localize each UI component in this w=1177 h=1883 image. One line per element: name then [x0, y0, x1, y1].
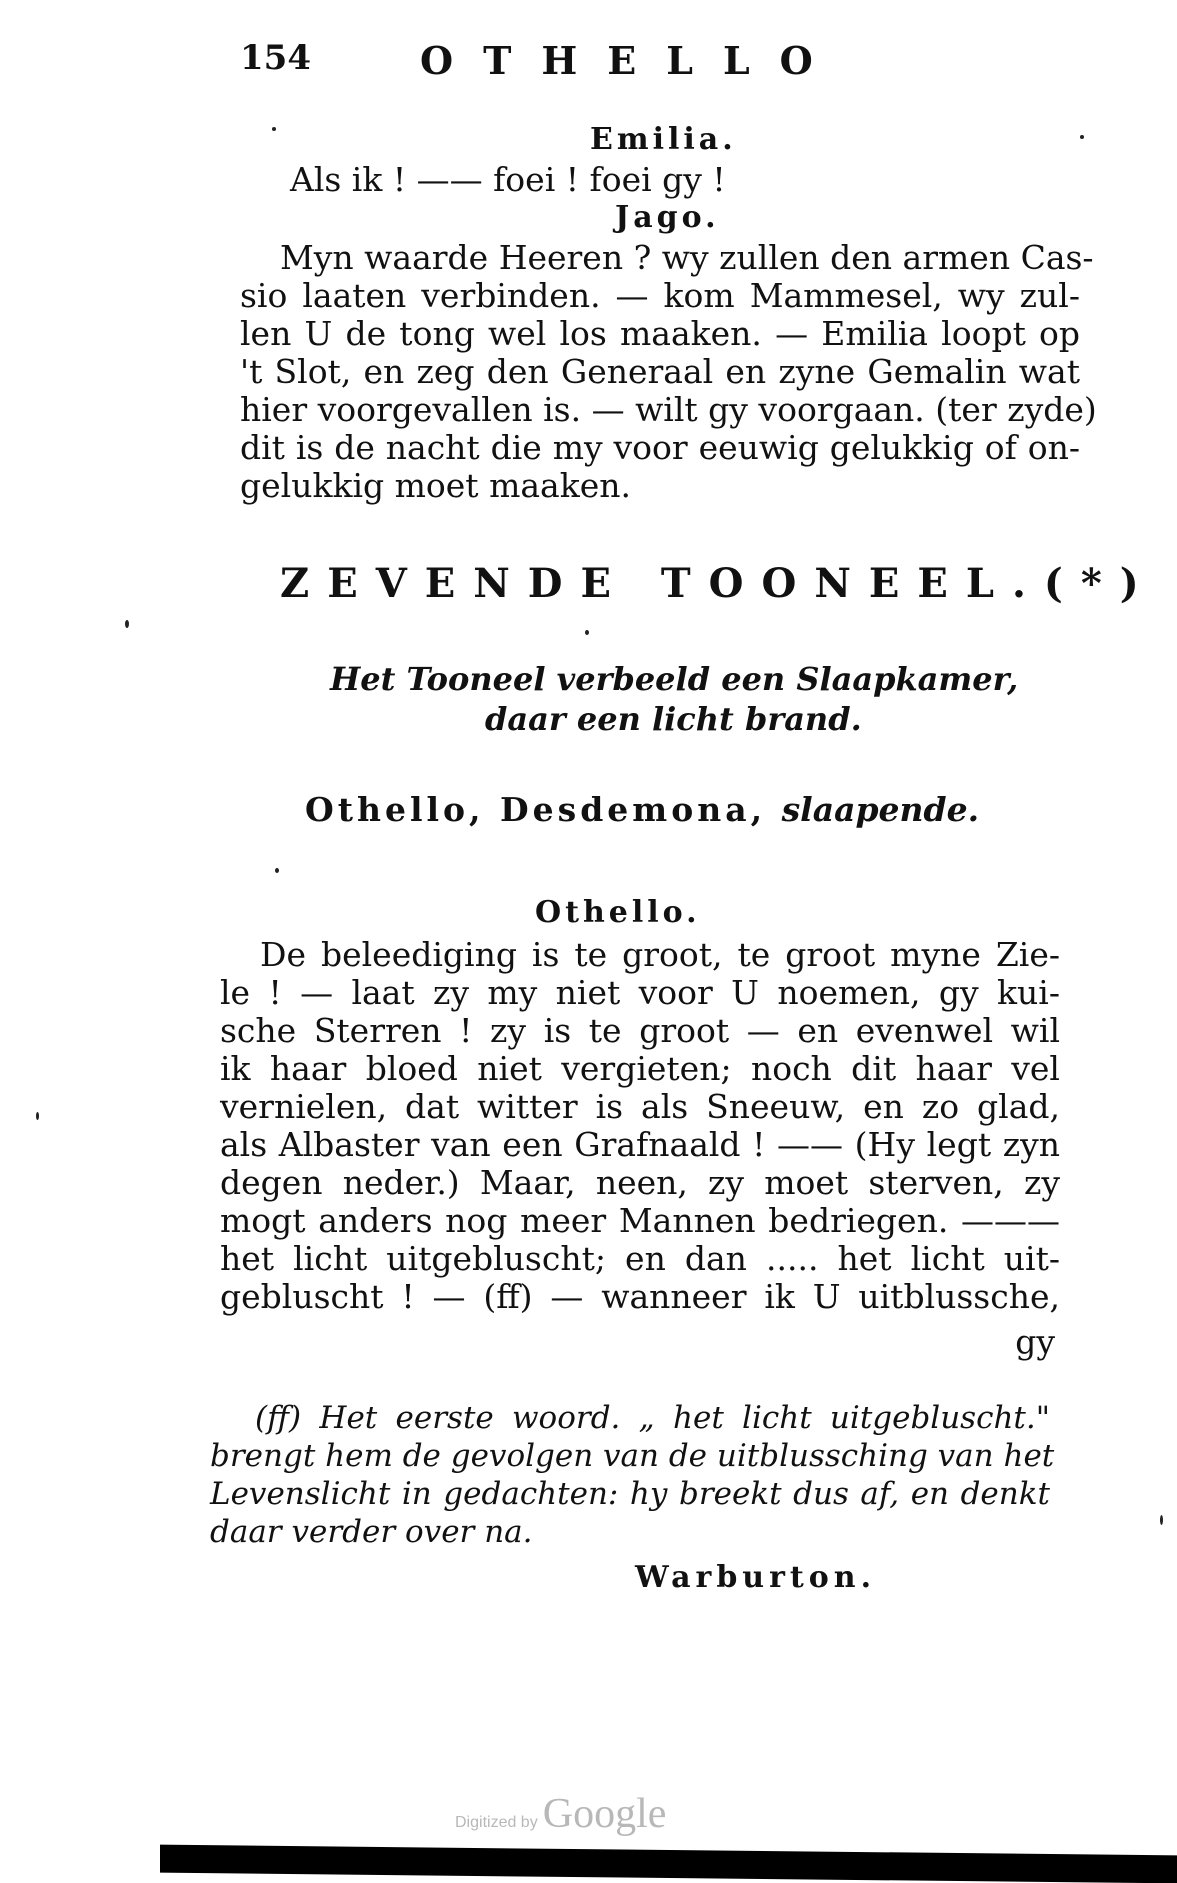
footnote-signature: Warburton.	[635, 1560, 877, 1595]
scan-speck	[585, 630, 589, 635]
verse-line: hier voorgevallen is. — wilt gy voorgaan. (ter zyde)	[240, 390, 1097, 429]
scan-speck	[1080, 135, 1084, 139]
footnote-line: (ff) Het eerste woord. „ het licht uitgebluscht."	[255, 1400, 1050, 1436]
verse-line: Als ik ! —— foei ! foei gy !	[290, 160, 726, 199]
page-number: 154	[240, 38, 311, 78]
scan-speck	[1160, 1515, 1163, 1525]
verse-line: vernielen, dat witter is als Sneeuw, en zo glad,	[220, 1087, 1060, 1126]
footnote-line: brengt hem de gevolgen van de uitblussching van het	[210, 1438, 1055, 1474]
scene-title: ZEVENDE TOONEEL.(*)	[280, 560, 1157, 607]
scan-speck	[125, 620, 129, 628]
footnote-line: Levenslicht in gedachten: hy breekt dus af, en denkt	[210, 1476, 1050, 1512]
verse-line: le ! — laat zy my niet voor U noemen, gy kui-	[220, 973, 1060, 1012]
speaker-othello: Othello.	[535, 895, 701, 930]
verse-line: mogt anders nog meer Mannen bedriegen. ———	[220, 1201, 1060, 1240]
scan-speck	[36, 1112, 39, 1120]
verse-line: dit is de nacht die my voor eeuwig gelukkig of on-	[240, 428, 1080, 467]
catchword: gy	[1015, 1322, 1055, 1361]
scan-edge-shadow	[160, 1845, 1177, 1883]
speaker-emilia: Emilia.	[590, 122, 737, 157]
scan-speck	[275, 868, 279, 873]
cast-list	[305, 790, 979, 829]
verse-line: 't Slot, en zeg den Generaal en zyne Gemalin wat	[240, 352, 1080, 391]
verse-line: sche Sterren ! zy is te groot — en evenwel wil	[220, 1011, 1060, 1050]
verse-line: het licht uitgebluscht; en dan ..... het licht uit-	[220, 1239, 1060, 1278]
watermark-prefix: Digitized by	[455, 1814, 538, 1831]
digitization-watermark	[455, 1790, 666, 1838]
verse-line: gebluscht ! — (ff) — wanneer ik U uitblussche,	[220, 1277, 1060, 1316]
stage-direction-line: Het Tooneel verbeeld een Slaapkamer,	[330, 660, 1019, 698]
verse-line: gelukkig moet maaken.	[240, 466, 631, 505]
scan-speck	[272, 127, 276, 131]
speaker-jago: Jago.	[615, 200, 720, 235]
verse-line: len U de tong wel los maaken. — Emilia loopt op	[240, 314, 1080, 353]
verse-line: als Albaster van een Grafnaald ! —— (Hy legt zyn	[220, 1125, 1060, 1164]
cast-state: slaapende.	[781, 790, 980, 829]
verse-line: ik haar bloed niet vergieten; noch dit haar vel	[220, 1049, 1060, 1088]
cast-names: Othello, Desdemona,	[305, 790, 767, 829]
verse-line: De beleediging is te groot, te groot myne Zie-	[260, 935, 1060, 974]
verse-line: degen neder.) Maar, neen, zy moet sterven, zy	[220, 1163, 1060, 1202]
verse-line: sio laaten verbinden. — kom Mammesel, wy zul-	[240, 276, 1080, 315]
page-header	[240, 38, 920, 98]
watermark-brand: Google	[542, 1791, 667, 1837]
footnote-line: daar verder over na.	[210, 1514, 533, 1550]
verse-line: Myn waarde Heeren ? wy zullen den armen Cas-	[280, 238, 1094, 277]
running-title: OTHELLO	[420, 38, 843, 83]
stage-direction-line: daar een licht brand.	[485, 700, 862, 738]
